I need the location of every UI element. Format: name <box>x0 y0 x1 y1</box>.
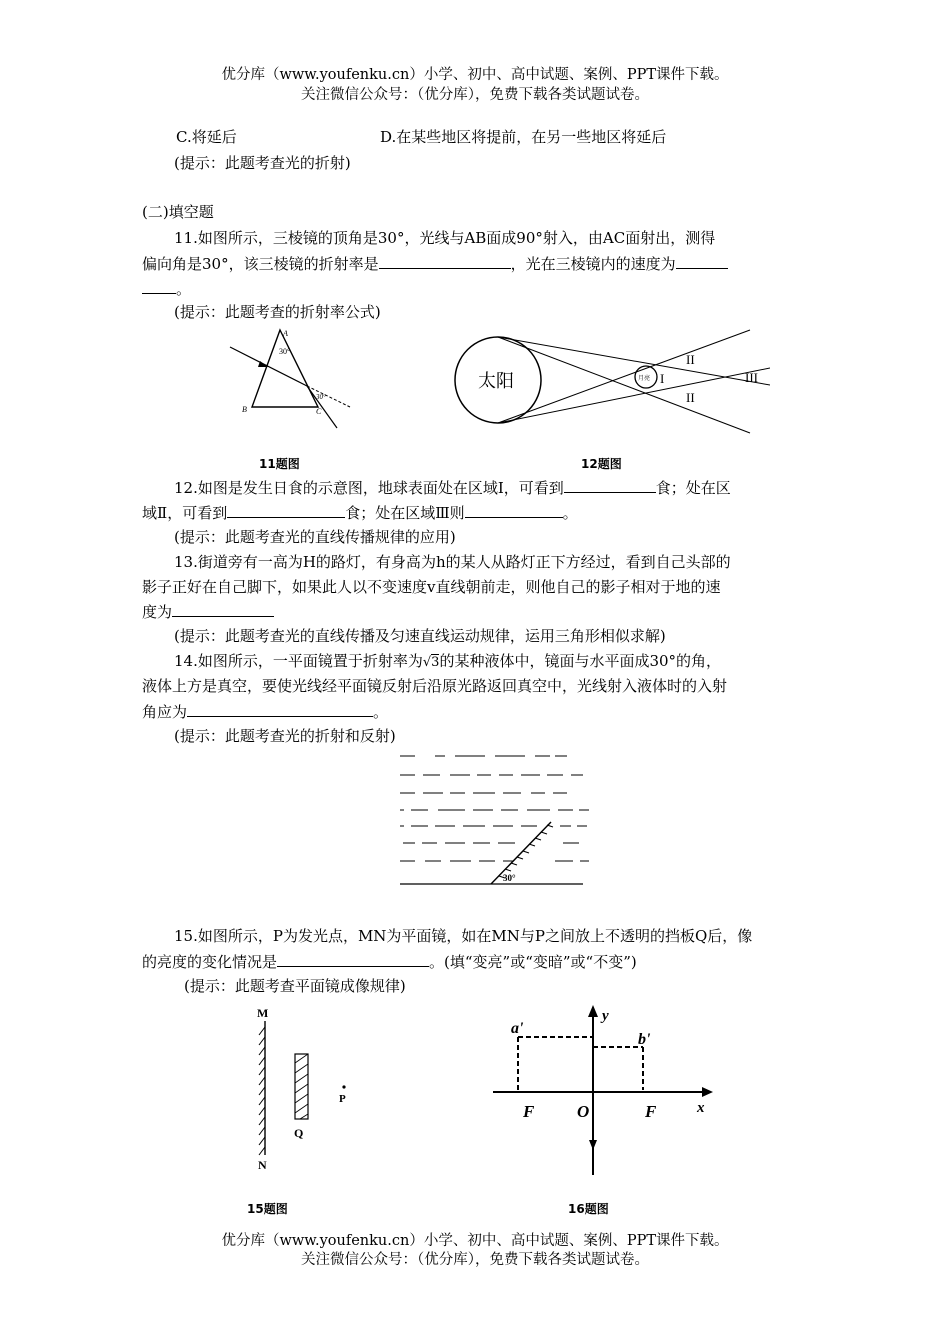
fig16-label-y: y <box>602 1008 609 1024</box>
fig12-caption: 12题图 <box>581 457 622 471</box>
fig12-ray-3 <box>498 337 770 385</box>
q12-line2-text-a: 域Ⅱ，可看到 <box>142 504 228 522</box>
fig15-label-p: P <box>339 1093 346 1105</box>
q12-line2-text-c: 。 <box>562 504 578 522</box>
fig12-sun-label: 太阳 <box>478 371 514 391</box>
q14-line3 <box>142 701 388 722</box>
fig15-barrier-q <box>295 1054 308 1119</box>
q13-line2: 影子正好在自己脚下，如果此人以不变速度v直线朝前走，则他自己的影子相对于地的速 <box>142 578 721 596</box>
page-header-line1: 优分库（www.youfenku.cn）小学、初中、高中试题、案例、PPT课件下载。 <box>221 67 729 83</box>
q15-line2-text-a: 的亮度的变化情况是 <box>142 953 278 971</box>
fig14-liquid-dashes <box>400 756 589 861</box>
q10-hint: (提示：此题考查光的折射) <box>174 154 351 172</box>
q11-line2-text-a: 偏向角是30°，该三棱镜的折射率是 <box>142 255 379 273</box>
fig12-moon-label: 月亮 <box>638 376 651 382</box>
fig14-mirror-hatch <box>499 825 553 878</box>
q13-hint: (提示：此题考查光的直线传播及匀速直线运动规律，运用三角形相似求解) <box>174 627 666 645</box>
q13-answer-blank[interactable] <box>172 601 274 617</box>
q14-line1-text-b: 的某种液体中，镜面与水平面成30°的角， <box>439 652 722 670</box>
q14-line2: 液体上方是真空，要使光线经平面镜反射后沿原光路返回真空中，光线射入液体时的入射 <box>142 677 728 695</box>
section-title: (二)填空题 <box>142 203 214 221</box>
fig15-label-n: N <box>258 1158 267 1172</box>
q12-line1-text-b: 食；处在区 <box>655 479 731 497</box>
q11-line2-text-b: ，光在三棱镜内的速度为 <box>510 255 676 273</box>
fig16-x-arrow <box>702 1087 713 1097</box>
fig12-region-3: III <box>745 370 758 385</box>
fig16-label-b: b' <box>638 1031 651 1048</box>
q11-line1: 11.如图所示，三棱镜的顶角是30°，光线与AB面成90°射入，由AC面射出，测得 <box>174 229 716 247</box>
q12-hint: (提示：此题考查光的直线传播规律的应用) <box>174 528 456 546</box>
q11-line2 <box>142 253 728 274</box>
q12-answer-blank-3[interactable] <box>465 502 563 518</box>
q13-line1: 13.街道旁有一高为H的路灯，有身高为h的某人从路灯正下方经过，看到自己头部的 <box>174 553 731 571</box>
page-header-line2: 关注微信公众号：（优分库），免费下载各类试题试卷。 <box>301 87 649 103</box>
fig16-y-down-arrow <box>589 1140 597 1150</box>
fig12-eclipse-diagram <box>440 325 770 440</box>
fig16-caption: 16题图 <box>568 1202 609 1216</box>
fig15-label-q: Q <box>294 1126 304 1140</box>
fig15-caption: 15题图 <box>247 1202 288 1216</box>
fig15-label-m: M <box>257 1006 269 1020</box>
q14-answer-blank[interactable] <box>187 701 373 717</box>
fig11-angle-top: 30° <box>279 347 291 356</box>
fig16-label-a: a' <box>511 1020 524 1037</box>
q15-line1: 15.如图所示，P为发光点，MN为平面镜，如在MN与P之间放上不透明的挡板Q后，像 <box>174 927 753 945</box>
q12-line2 <box>142 502 578 523</box>
q14-sqrt-value: 3 <box>431 655 440 670</box>
q15-line2 <box>142 951 637 972</box>
fig16-y-arrow <box>588 1005 598 1017</box>
fig11-incident-ray <box>230 347 307 386</box>
fig15-mirror-diagram <box>240 1003 370 1183</box>
q14-line1 <box>174 651 721 673</box>
fig14-mirror-line <box>491 822 551 884</box>
q13-line3 <box>142 601 274 622</box>
fig12-region-2-top: II <box>686 352 695 367</box>
q15-hint: (提示：此题考查平面镜成像规律) <box>184 977 406 995</box>
q11-line3 <box>142 278 191 299</box>
q15-line2-text-b: 。(填“变亮”或“变暗”或“不变”) <box>429 953 637 971</box>
q12-line1 <box>174 477 731 498</box>
q10-option-d: D.在某些地区将提前，在另一些地区将延后 <box>380 128 667 146</box>
fig12-region-1: I <box>660 371 665 386</box>
q11-answer-blank-2[interactable] <box>676 253 728 269</box>
fig11-label-a: A <box>283 329 288 338</box>
q14-line1-text-a: 14.如图所示，一平面镜置于折射率为 <box>174 652 423 670</box>
page-footer-line1: 优分库（www.youfenku.cn）小学、初中、高中试题、案例、PPT课件下载。 <box>221 1233 729 1249</box>
fig11-angle-out: 30° <box>316 393 326 401</box>
fig11-label-c: C <box>316 407 322 416</box>
q12-line2-text-b: 食；处在区域Ⅲ则 <box>345 504 465 522</box>
fig11-prism-triangle <box>252 330 318 407</box>
q13-line3-text: 度为 <box>142 603 173 621</box>
fig15-mirror-hatch <box>259 1027 265 1155</box>
q12-answer-blank-2[interactable] <box>227 502 345 518</box>
q11-answer-blank-2-cont[interactable] <box>142 278 176 294</box>
q14-line3-text-a: 角应为 <box>142 703 188 721</box>
fig12-region-2-bottom: II <box>686 390 695 405</box>
fig11-label-b: B <box>242 405 247 414</box>
fig15-barrier-hatch <box>295 1054 308 1119</box>
q14-sqrt: √3 <box>422 655 440 670</box>
fig14-angle-label: 30° <box>503 873 516 883</box>
fig16-label-o: O <box>577 1102 590 1121</box>
fig16-label-f-right: F <box>645 1102 657 1121</box>
q14-line3-text-b: 。 <box>373 703 389 721</box>
q11-answer-blank-1[interactable] <box>379 253 511 269</box>
fig12-ray-1 <box>498 337 750 433</box>
q11-line3-text: 。 <box>176 280 192 298</box>
q11-hint: (提示：此题考查的折射率公式) <box>174 303 381 321</box>
q12-line1-text-a: 12.如图是发生日食的示意图，地球表面处在区域Ⅰ，可看到 <box>174 479 564 497</box>
fig11-caption: 11题图 <box>259 457 300 471</box>
q12-answer-blank-1[interactable] <box>564 477 656 493</box>
fig16-lens-axes-diagram <box>485 1000 725 1180</box>
fig16-label-x: x <box>697 1100 705 1116</box>
fig11-prism-diagram <box>220 325 360 437</box>
q10-option-c: C.将延后 <box>176 128 237 146</box>
fig15-point-p <box>342 1085 345 1088</box>
q14-hint: (提示：此题考查光的折射和反射) <box>174 727 396 745</box>
page-footer-line2: 关注微信公众号：（优分库），免费下载各类试题试卷。 <box>301 1252 649 1268</box>
q15-answer-blank[interactable] <box>277 951 429 967</box>
fig16-label-f-left: F <box>523 1102 535 1121</box>
fig16-dashed-box <box>518 1037 643 1090</box>
fig14-mirror-liquid-diagram <box>395 748 595 888</box>
